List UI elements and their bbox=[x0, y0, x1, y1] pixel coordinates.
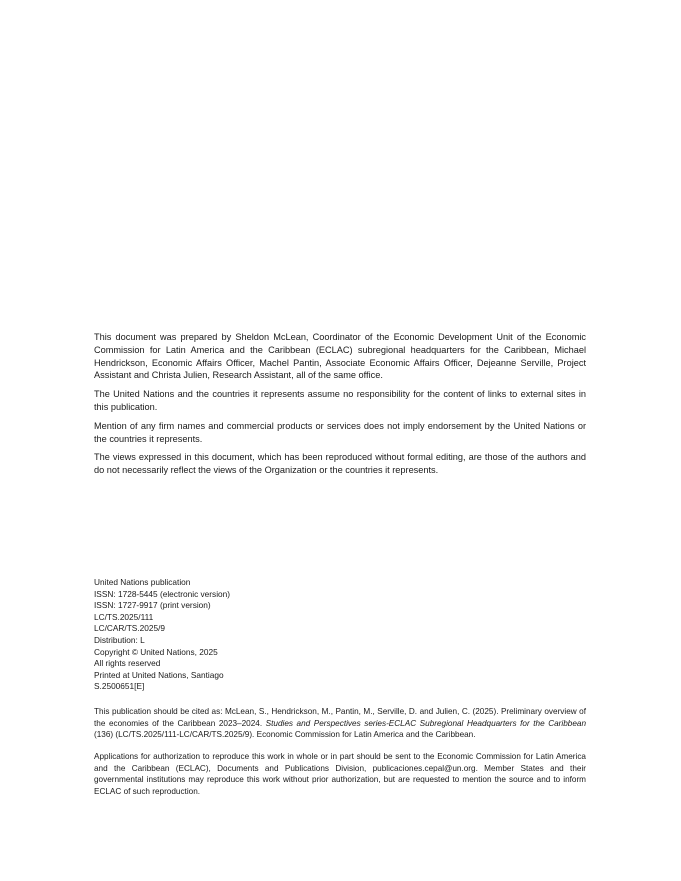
views-disclaimer: The views expressed in this document, which has been reproduced without formal editing, are those of the authors and do not necessarily reflect the views of the Organization or the countries it represents. bbox=[94, 452, 586, 476]
pubinfo-line: All rights reserved bbox=[94, 658, 161, 669]
citation-series: Studies and Perspectives series-ECLAC Subregional Headquarters for the Caribbean bbox=[265, 718, 586, 728]
pubinfo-line: LC/CAR/TS.2025/9 bbox=[94, 623, 166, 634]
pubinfo-line: LC/TS.2025/111 bbox=[94, 611, 154, 622]
citation-block bbox=[94, 706, 586, 741]
pubinfo-line: Copyright © United Nations, 2025 bbox=[94, 646, 218, 657]
citation-lead: This publication should be cited as: McLean, S., Hendrickson, M., Pantin, M., Serville, D. and Julien, C. (2025). Preliminary overview of the economies of the Caribbean 2023–2024. bbox=[94, 707, 586, 728]
pubinfo-line: Distribution: L bbox=[94, 634, 145, 645]
authorization-block bbox=[94, 751, 586, 797]
endorsement-disclaimer: Mention of any firm names and commercial products or services does not imply endorsement by the United Nations or the countries it represents. bbox=[94, 420, 586, 444]
pubinfo-line: ISSN: 1728-5445 (electronic version) bbox=[94, 588, 231, 599]
prepared-by-note: This document was prepared by Sheldon McLean, Coordinator of the Economic Development Unit of the Economic Commission for Latin America and the Caribbean (ECLAC) subregional headquarters for the Caribbean, Michael Hendrickson, Economic Affairs Officer, Machel Pantin, Associate Economic Affairs Officer, Dejeanne Serville, Project Assistant and Christa Julien, Research Assistant, all of the same office. bbox=[94, 332, 586, 381]
citation-text bbox=[94, 706, 586, 741]
pubinfo-line: ISSN: 1727-9917 (print version) bbox=[94, 600, 211, 611]
publication-info bbox=[94, 577, 394, 693]
pubinfo-line: Printed at United Nations, Santiago bbox=[94, 669, 224, 680]
authorization-text: Applications for authorization to reproduce this work in whole or in part should be sent to the Economic Commission for Latin America and the Caribbean (ECLAC), Documents and Publications Division, publicaciones.cepal@un.org. Member States and their governmental institutions may reproduce this work without prior authorization, but are requested to mention the source and to inform ECLAC of such reproduction. bbox=[94, 752, 586, 796]
citation-tail: (136) (LC/TS.2025/111-LC/CAR/TS.2025/9). Economic Commission for Latin America and the Caribbean. bbox=[94, 730, 476, 740]
pubinfo-line: United Nations publication bbox=[94, 577, 191, 587]
links-disclaimer: The United Nations and the countries it represents assume no responsibility for the content of links to external sites in this publication. bbox=[94, 389, 586, 412]
disclaimer-notes bbox=[94, 331, 586, 483]
pubinfo-line: S.2500651[E] bbox=[94, 681, 145, 692]
